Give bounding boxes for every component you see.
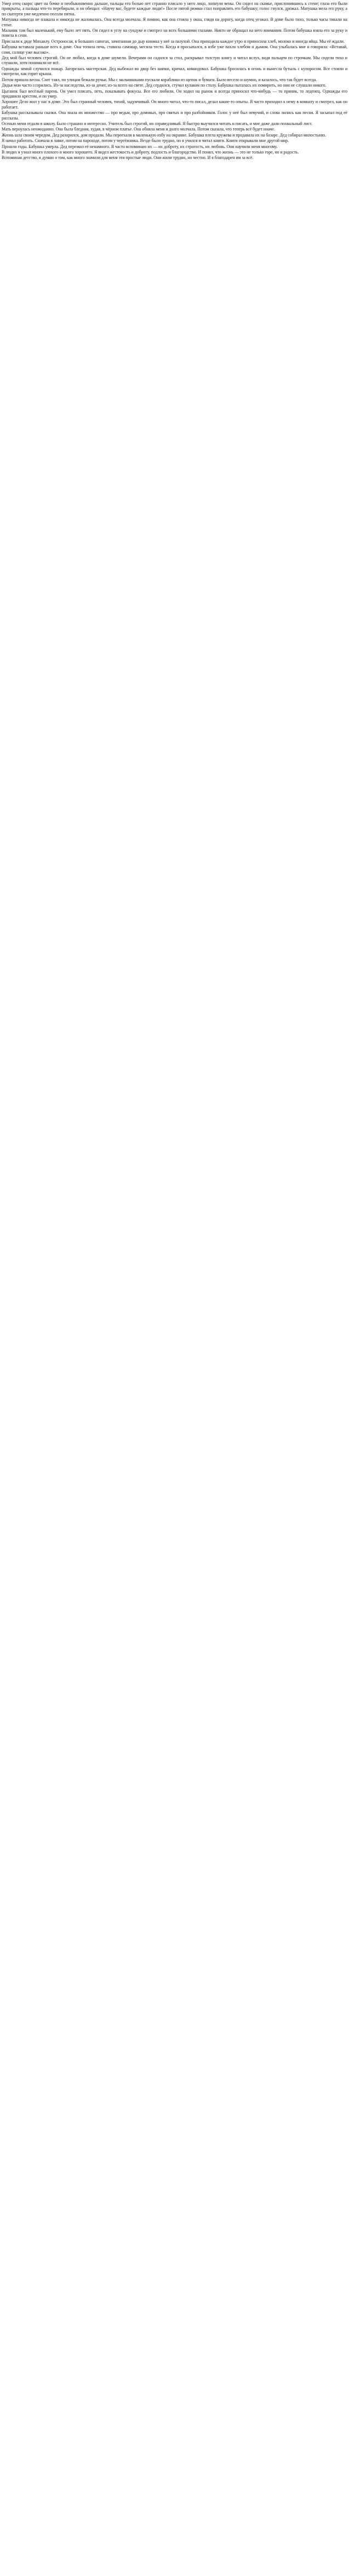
paragraph: Прислали к дяде Михаилу. Остроносая, в больших сапогах, зачитанная до дыр книжка у неё за пазухой. Она приходила каждое утро и приносила хлеб, молоко и иногда яйца. Мы её ждали.	[2, 38, 345, 44]
paragraph: Я начал работать. Сначала в лавке, потом на пароходе, потом у чертёжника. Везде было трудно, но я учился и читал книги. Книги открывали мне другой мир.	[2, 138, 289, 144]
paragraph: Умер отец скоро: цвет на бочке и необыкновенно дальше, пальцы его болью нет странно плясало у него лицо, лопнули вены. Он сидел на скамье, прислонившись к стене; глаза его были прикрыты, а пальцы что-то перебирали, и он обещал: «Научу вас, будете каждые люди!» После пятой рюмки стал поправлять его бабушку; голос гнулся, дрожал. Матушка мела его руку, а по скатерти уже медленно ползли пятна.	[2, 1, 347, 16]
paragraph: Вспоминая детство, я думаю о том, как много значили для меня эти простые люди. Они жили трудно, но честно. И я благодарен им за всё.	[2, 155, 254, 161]
paragraph: Матушка никогда не плакала и никогда не жаловалась. Она всегда молчала. Я помню, как она стояла у окна, глядя на дорогу, когда отец уезжал. В доме было тихо, только часы тикали на стене.	[2, 17, 347, 27]
paragraph: Прошли годы. Бабушка умерла. Дед пережил её ненамного. Я часто вспоминаю их — их доброту, их строгость, их любовь. Они научили меня многому.	[2, 144, 278, 149]
paragraph: Однажды зимой случился пожар. Загорелась мастерская. Дед выбежал во двор без шапки, кричал, командовал. Бабушка бросилась в огонь и вынесла бутыль с купоросом. Все стояли и смотрели, как горит крыша.	[2, 66, 347, 77]
paragraph: Дядья мои часто ссорились. Из-за наследства, из-за денег, из-за всего на свете. Дед сердился, стучал кулаком по столу. Бабушка пыталась их помирить, но они не слушали никого.	[2, 83, 327, 88]
paragraph: Бабушка рассказывала сказки. Она знала их множество — про ведьм, про домовых, про святых и про разбойников. Голос у неё был певучий, и слова лились как песня. Я засыпал под её рассказы.	[2, 110, 347, 121]
paragraph: В людях я узнал много плохого и много хорошего. Я видел жестокость и доброту, подлость и благородство. И понял, что жизнь — это не только горе, но и радость.	[2, 149, 299, 155]
paragraph: Осенью меня отдали в школу. Было страшно и интересно. Учитель был строгий, но справедливый. Я быстро выучился читать и писать, и мне даже дали похвальный лист.	[2, 121, 312, 126]
paragraph: Мать вернулась неожиданно. Она была бледная, худая, в чёрном платье. Она обняла меня и долго молчала. Потом сказала, что теперь всё будет иначе.	[2, 127, 275, 132]
paragraph: Дед мой был человек строгий. Он не любил, когда в доме шумели. Вечерами он садился за стол, раскрывал толстую книгу и читал вслух, водя пальцем по строчкам. Мы сидели тихо и слушали, хотя понимали не всё.	[2, 55, 347, 66]
paragraph: Мальчик там был маленький, ему было лет пять. Он сидел в углу на сундуке и смотрел на всех большими глазами. Никто не обращал на него внимания. Потом бабушка взяла его за руку и повела в сени.	[2, 28, 347, 38]
paragraph: Цыганок был весёлый парень. Он умел плясать, петь, показывать фокусы. Все его любили. Он ходил на рынок и всегда приносил что-нибудь — то пряник, то леденец. Однажды его придавило крестом, и он умер.	[2, 88, 347, 99]
paragraph: Жизнь шла своим чередом. Дед разорился, дом продали. Мы переехали в маленькую избу на окраине. Бабушка плела кружева и продавала их на базаре. Дед собирал милостыню.	[2, 132, 327, 138]
paragraph: Потом пришла весна. Снег таял, по улицам бежали ручьи. Мы с мальчишками пускали кораблики из щепок и бумаги. Было весело и шумно, и казалось, что так будет всегда.	[2, 77, 317, 82]
paragraph: Хорошее Дело жил у нас в доме. Это был странный человек, тихий, задумчивый. Он много читал, что-то писал, делал какие-то опыты. Я часто приходил к нему в комнату и смотрел, как он работает.	[2, 99, 347, 110]
paragraph: Бабушка вставала раньше всех в доме. Она топила печь, ставила самовар, месила тесто. Когда я просыпался, в избе уже пахло хлебом и дымом. Она улыбалась мне и говорила: «Вставай, соня, солнце уже высоко».	[2, 44, 347, 55]
